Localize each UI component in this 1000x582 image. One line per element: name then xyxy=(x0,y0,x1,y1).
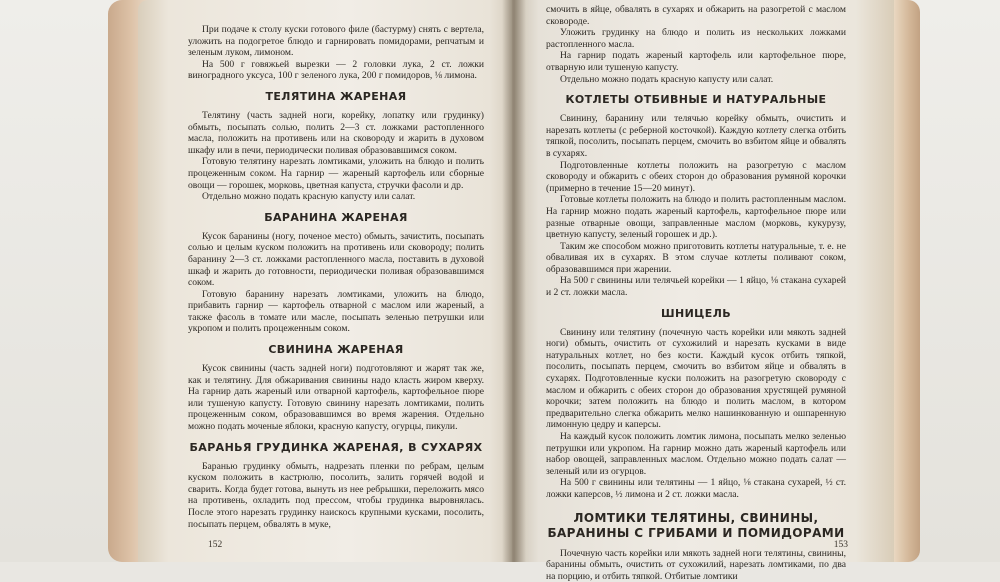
right-page-number: 153 xyxy=(833,540,848,550)
left-page-text xyxy=(188,24,484,530)
book-page-edges-right xyxy=(892,0,920,562)
paragraph: Кусок свинины (часть задней ноги) подготовляют и жарят так же, как и телятину. Для обжаривания свинины надо класть жиром кверху. На гарнир дать жареный или отварной картофель, картофельное пюре или тушеную капусту. Готовую свинину нарезать ломтиками, полить процеженным соком, образовавшимся во время жарения. Отдельно можно подать моченые яблоки, красную капусту, огурцы, пикули. xyxy=(188,363,484,433)
left-page-number: 152 xyxy=(208,540,223,550)
recipe-heading: БАРАНИНА ЖАРЕНАЯ xyxy=(264,210,408,224)
paragraph: Таким же способом можно приготовить котлеты натуральные, т. е. не обваливая их в сухарях. В этом случае котлеты поливают соком, образовавшимся при жарении. xyxy=(546,240,846,275)
paragraph: Готовую баранину нарезать ломтиками, уложить на блюдо, прибавить гарнир — картофель отварной с маслом или жареный, а также фасоль в томате или масле, посыпать зеленью петрушки или укропом и полить процеженным соком. xyxy=(188,288,484,335)
recipe-heading: ШНИЦЕЛЬ xyxy=(660,306,732,320)
paragraph: Свинину или телятину (почечную часть корейки или мякоть задней ноги) обмыть, очистить от сухожилий и нарезать кусками в виде натуральных котлет, но без кости. Каждый кусок отбить тяпкой, посолить, посыпать перцем, смочить во взбитом яйце и обвалять в сухарях. Подготовленные куски положить на разогретую сковороду с маслом и обжарить с обеих сторон до образования хрустящей румяной корочки; затем положить на блюдо и полить маслом, в котором предварительно слегка обжарить мелко нашинкованную и ошпаренную лимонную цедру и каперсы. xyxy=(546,326,846,431)
paragraph: смочить в яйце, обвалять в сухарях и обжарить на разогретой с маслом сковороде. xyxy=(546,4,846,27)
right-page-text xyxy=(546,4,846,582)
paragraph: Почечную часть корейки или мякоть задней ноги телятины, свинины, баранины обмыть, очистить от сухожилий, нарезать ломтиками, по два на порцию, и отбить тяпкой. Отбитые ломтики xyxy=(546,547,846,582)
recipe-heading: ТЕЛЯТИНА ЖАРЕНАЯ xyxy=(265,89,407,103)
paragraph: На каждый кусок положить ломтик лимона, посыпать мелко зеленью петрушки или укропом. На гарнир можно дать жареный картофель или набор овощей, заправленных маслом. Отдельно можно подать салат — зеленый или из огурцов. xyxy=(546,431,846,477)
recipe-heading: СВИНИНА ЖАРЕНАЯ xyxy=(268,343,404,357)
recipe-heading: ЛОМТИКИ ТЕЛЯТИНЫ, СВИНИНЫ, БАРАНИНЫ С ГРИБАМИ И ПОМИДОРАМИ xyxy=(547,510,845,540)
paragraph: Отдельно можно подать красную капусту или салат. xyxy=(202,191,416,203)
paragraph: Готовые котлеты положить на блюдо и полить растопленным маслом. На гарнир можно подать жареный картофель, картофельное пюре или разные отварные овощи, заправленные маслом (морковь, кукурузу, цветную капусту, зеленый горошек и др.). xyxy=(546,194,846,241)
paragraph: Готовую телятину нарезать ломтиками, уложить на блюдо и полить процеженным соком. На гарнир — жареный картофель или сборные овощи — горошек, морковь, цветная капуста, стручки фасоли и др. xyxy=(188,156,484,191)
paragraph: Подготовленные котлеты положить на разогретую с маслом сковороду и обжарить с обеих сторон до образования румяной корочки (примерно в течение 15—20 минут). xyxy=(546,159,846,194)
recipe-heading: БАРАНЬЯ ГРУДИНКА ЖАРЕНАЯ, В СУХАРЯХ xyxy=(189,440,483,454)
paragraph: На 500 г свинины или телятины — 1 яйцо, ⅛ стакана сухарей, ½ ст. ложки каперсов, ½ лимона и 2 ст. ложки масла. xyxy=(546,477,846,500)
paragraph: На 500 г свинины или телячьей корейки — 1 яйцо, ⅛ стакана сухарей и 2 ст. ложки масла. xyxy=(546,275,846,299)
recipe-heading: КОТЛЕТЫ ОТБИВНЫЕ И НАТУРАЛЬНЫЕ xyxy=(565,93,827,107)
right-page xyxy=(512,0,894,582)
paragraph: На 500 г говяжьей вырезки — 2 головки лука, 2 ст. ложки виноградного уксуса, 100 г зеленого лука, 200 г помидоров, ⅛ лимона. xyxy=(188,58,484,82)
paragraph: На гарнир подать жареный картофель или картофельное пюре, отварную или тушеную капусту. xyxy=(546,50,846,73)
paragraph: Свинину, баранину или телячью корейку обмыть, очистить и нарезать котлеты (с реберной косточкой). Каждую котлету слегка отбить тяпкой, посолить, посыпать перцем, смочить во взбитом яйце и обвалять в сухарях. xyxy=(546,113,846,159)
paragraph: Баранью грудинку обмыть, надрезать пленки по ребрам, целым куском положить в кастрюлю, посолить, залить горячей водой и сварить. Когда будет готова, вынуть из нее ребрышки, переложить мясо на противень, охладить под прессом, чтобы грудинка выровнялась. После этого нарезать грудинку наискось крупными кусками, посолить, посыпать перцем, обвалять в муке, xyxy=(188,460,484,530)
paragraph: Кусок баранины (ногу, поченое место) обмыть, зачистить, посыпать солью и целым куском положить на противень или сковороду; полить баранину 2—3 ст. ложками растопленного масла, поставить в духовой шкаф и жарить до готовности, периодически поливая образовавшимся соком. xyxy=(188,230,484,289)
open-book xyxy=(108,0,920,582)
paragraph: Отдельно можно подать красную капусту или салат. xyxy=(560,73,774,85)
paragraph: Телятину (часть задней ноги, корейку, лопатку или грудинку) обмыть, посыпать солью, полить 2—3 ст. ложками растопленного масла, положить на противень или на сковороду и жарить в духовом шкафу или в печи, периодически поливая образовавшимся соком. xyxy=(188,109,484,156)
book-gutter xyxy=(502,0,526,562)
paragraph: Уложить грудинку на блюдо и полить из нескольких ложками растопленного масла. xyxy=(546,27,846,50)
paragraph: При подаче к столу куски готового филе (бастурму) снять с вертела, уложить на подогретое блюдо и гарнировать помидорами, репчатым и зеленым луком, лимоном. xyxy=(188,24,484,59)
left-page xyxy=(138,0,520,562)
